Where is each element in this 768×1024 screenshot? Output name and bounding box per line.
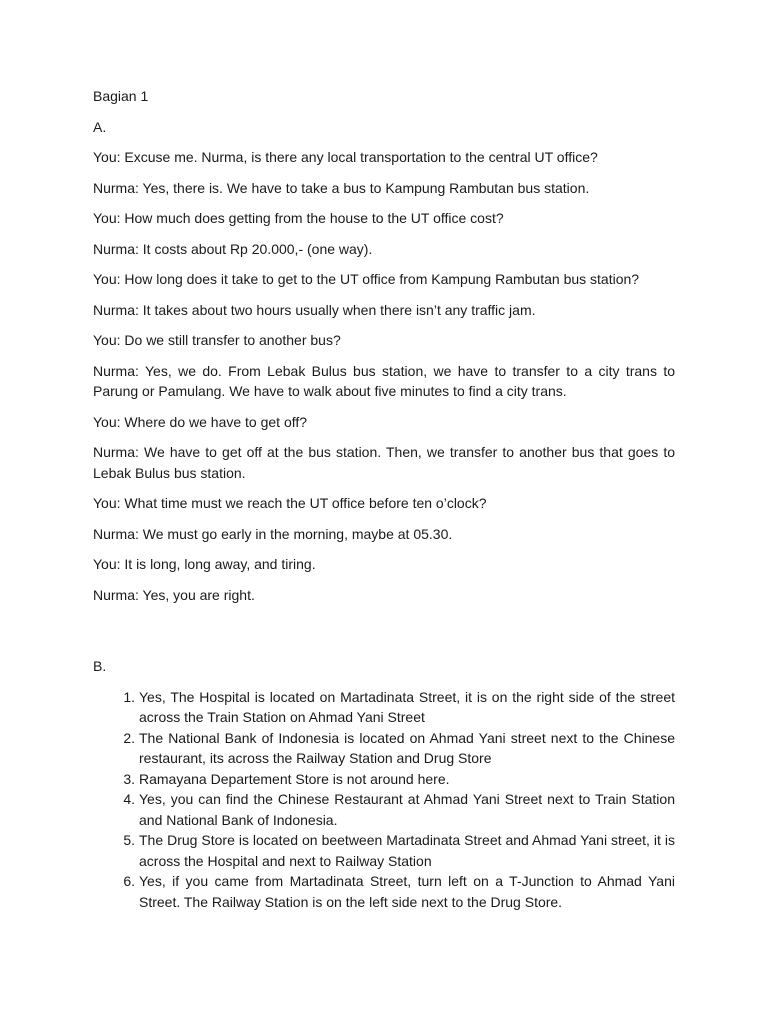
list-number: 3.: [123, 770, 135, 787]
list-number: 5.: [123, 832, 135, 848]
dialogue-line: You: How much does getting from the house to the UT office cost?: [93, 210, 504, 226]
list-item: [93, 769, 675, 790]
list-text: The Drug Store is located on beetween Martadinata Street and Ahmad Yani street, it is across the Hospital and next to Railway Station: [139, 832, 675, 869]
list-item: [93, 871, 675, 912]
list-text: Yes, The Hospital is located on Martadinata Street, it is on the right side of the street across the Train Station on Ahmad Yani Street: [139, 688, 675, 725]
dialogue: [93, 147, 675, 605]
list-number: 1.: [123, 688, 135, 705]
list-number: 6.: [123, 873, 135, 889]
dialogue-line: Nurma: It costs about Rp 20.000,- (one way).: [93, 240, 373, 257]
list-item: [93, 830, 675, 871]
dialogue-line: You: Excuse me. Nurma, is there any local transportation to the central UT office?: [93, 149, 598, 165]
list-number: 4.: [123, 791, 135, 807]
list-text: Ramayana Departement Store is not around here.: [139, 770, 450, 787]
spacer: [93, 615, 675, 656]
section-title: Bagian 1: [93, 88, 149, 104]
part-b-label: B.: [93, 658, 107, 674]
dialogue-line: Nurma: Yes, you are right.: [93, 586, 255, 603]
list-text: The National Bank of Indonesia is located on Ahmad Yani street next to the Chinese restaurant, its across the Railway Station and Drug Store: [139, 729, 675, 766]
list-item: [93, 687, 675, 728]
list-number: 2.: [123, 729, 135, 746]
dialogue-line: Nurma: We have to get off at the bus station. Then, we transfer to another bus that goes to Lebak Bulus bus station.: [93, 444, 675, 481]
dialogue-line: Nurma: Yes, we do. From Lebak Bulus bus station, we have to transfer to a city trans to Parung or Pamulang. We have to walk about five minutes to find a city trans.: [93, 362, 675, 399]
part-a-label: A.: [93, 118, 107, 135]
dialogue-line: Nurma: It takes about two hours usually when there isn’t any traffic jam.: [93, 301, 536, 318]
list-item: [93, 728, 675, 769]
list-item: [93, 789, 675, 830]
dialogue-line: You: Do we still transfer to another bus?: [93, 332, 341, 348]
dialogue-line: You: It is long, long away, and tiring.: [93, 556, 316, 572]
document-page: [93, 86, 675, 912]
dialogue-line: You: What time must we reach the UT office before ten o’clock?: [93, 495, 487, 511]
dialogue-line: You: Where do we have to get off?: [93, 413, 308, 430]
answer-list: [93, 687, 675, 913]
dialogue-line: Nurma: We must go early in the morning, maybe at 05.30.: [93, 525, 453, 542]
list-text: Yes, if you came from Martadinata Street, turn left on a T-Junction to Ahmad Yani Street. The Railway Station is on the left side next to the Drug Store.: [139, 873, 675, 910]
dialogue-line: You: How long does it take to get to the UT office from Kampung Rambutan bus station?: [93, 271, 640, 287]
dialogue-line: Nurma: Yes, there is. We have to take a bus to Kampung Rambutan bus station.: [93, 179, 590, 196]
list-text: Yes, you can find the Chinese Restaurant at Ahmad Yani Street next to Train Station and National Bank of Indonesia.: [139, 791, 675, 828]
